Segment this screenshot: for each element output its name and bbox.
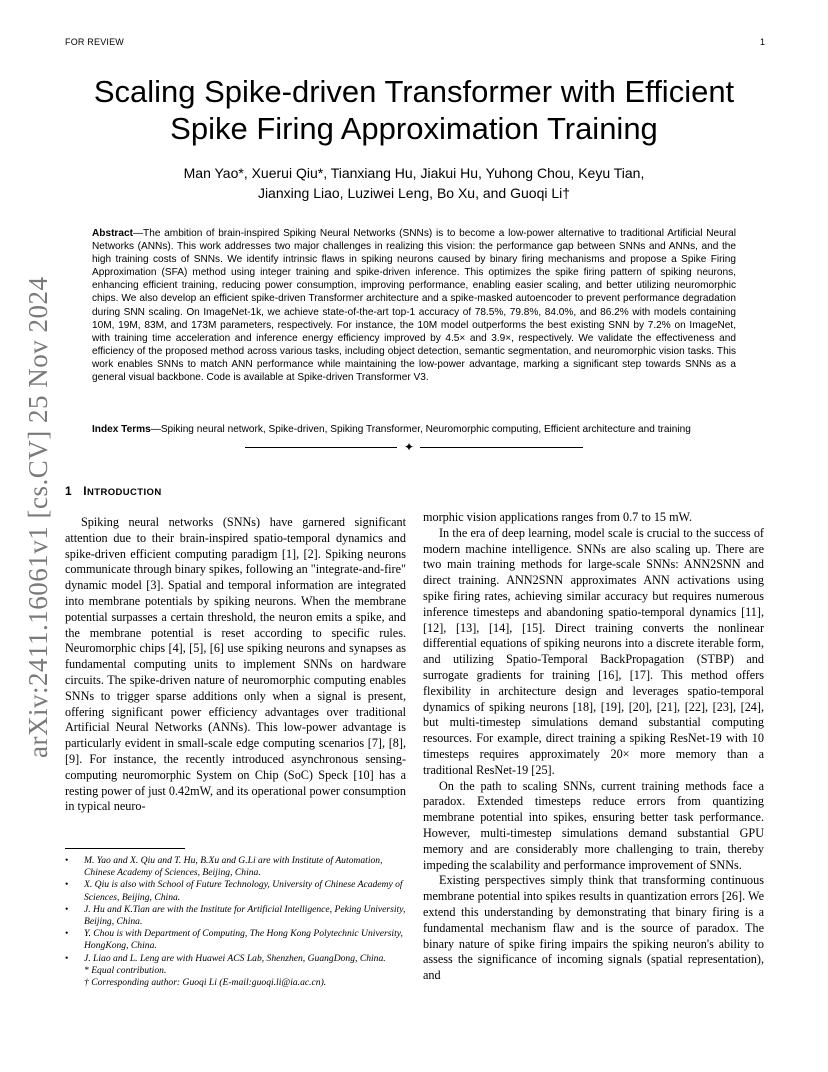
arxiv-side-label: arXiv:2411.16061v1 [cs.CV] 25 Nov 2024 — [23, 276, 53, 758]
authors-line-2: Jianxing Liao, Luziwei Leng, Bo Xu, and Guoqi Li† — [257, 185, 571, 201]
footnote-rule — [65, 848, 185, 849]
paper-title — [0, 73, 828, 147]
footnote: • X. Qiu is also with School of Future Technology, University of Chinese Academy of Sciences, Beijing, China. — [65, 879, 403, 903]
title-line-1: Scaling Spike-driven Transformer with Efficient — [93, 74, 735, 109]
section-number: 1 — [65, 484, 73, 498]
page-number: 1 — [759, 37, 765, 47]
section-heading — [65, 484, 162, 498]
footnote: • J. Hu and K.Tian are with the Institute for Artificial Intelligence, Peking University, Beijing, China. — [65, 903, 406, 928]
abstract — [92, 227, 736, 384]
section-first-letter: I — [83, 484, 88, 498]
divider-star-icon: ✦ — [404, 440, 415, 454]
title-line-2: Spike Firing Approximation Training — [170, 111, 658, 146]
abstract-text: —The ambition of brain-inspired Spiking Neural Networks (SNNs) is to become a low-power alternative to traditional Artificial Neural Networks (ANNs). This work addresses two major challenges in realizing this vision: the performance gap between SNNs and ANNs, and the high training costs of SNNs. We identify intrinsic flaws in spiking neurons caused by binary firing mechanisms and propose a Spike Firing Approximation (SFA) method using integer training and spike-driven inference. This optimizes the spike firing pattern of spiking neurons, enhancing efficient training, reducing power consumption, improving performance, enabling easier scaling, and better utilizing neuromorphic chips. We also develop an efficient spike-driven Transformer architecture and a spike-masked autoencoder to prevent performance degradation during SNN scaling. On ImageNet-1k, we achieve state-of-the-art top-1 accuracy of 78.5%, 79.8%, 84.0%, and 86.2% with models containing 10M, 19M, 83M, and 173M parameters, respectively. For instance, the 10M model outperforms the best existing SNN by 7.2% on ImageNet, with training time acceleration and inference energy efficiency improved by 4.5× and 3.9×, respectively. We validate the effectiveness and efficiency of the proposed method across various tasks, including object detection, semantic segmentation, and neuromorphic vision tasks. This work enables SNNs to match ANN performance while maintaining the low-power advantage, marking a significant step towards SNNs as a general visual backbone. Code is available at Spike-driven Transformer V3. — [92, 228, 736, 384]
footnote-equal-contribution: * Equal contribution. — [84, 964, 167, 976]
footnotes — [65, 855, 407, 989]
authors-line-1: Man Yao*, Xuerui Qiu*, Tianxiang Hu, Jiakui Hu, Yuhong Chou, Keyu Tian, — [183, 165, 645, 181]
intro-paragraph-4: Existing perspectives simply think that transforming continuous membrane potential into spikes results in quantization errors [26]. We extend this understanding by demonstrating that binary firing is a fundamental mechanism flaw and is the source of paradox. The binary nature of spike firing impairs the spiking neuron's ability to assess the significance of incoming signals (spatial representation), and — [423, 873, 764, 983]
intro-paragraph-2: In the era of deep learning, model scale is crucial to the success of modern machine intelligence. SNNs are also scaling up. There are two main training methods for large-scale SNNs: ANN2SNN and direct training. ANN2SNN approximates ANN activations using spike firing rates, achieving similar accuracy but requires numerous inference timesteps and abandoning spatio-temporal dynamics [11], [12], [13], [14], [15]. Direct training converts the nonlinear differential equations of spiking neurons into a discrete iterable form, and utilizing Spatio-Temporal BackPropagation (STBP) and surrogate gradients for training [16], [17]. This method offers flexibility in architecture design and leverages spatio-temporal dynamics of spiking neurons [18], [19], [20], [21], [22], [23], [24], but multi-timestep simulations demand substantial computing resources. For example, direct training a spiking ResNet-19 with 10 timesteps requires approximately 20× more memory than a traditional ResNet-19 [25]. — [423, 525, 764, 777]
footnote: • J. Liao and L. Leng are with Huawei ACS Lab, Shenzhen, GuangDong, China. — [65, 952, 386, 964]
index-terms — [92, 423, 736, 436]
divider-right — [420, 447, 583, 448]
intro-paragraph-3: On the path to scaling SNNs, current training methods face a paradox. Extended timesteps reduce errors from quantizing membrane potential into spikes, ensuring better task performance. However, multi-timestep simulations demand substantial GPU memory and are considerably more challenging to train, thereby impeding the scalability and performance improvement of SNNs. — [423, 778, 764, 872]
running-header: FOR REVIEW — [65, 37, 125, 47]
section-title-rest: NTRODUCTION — [87, 487, 162, 498]
footnote: • M. Yao and X. Qiu and T. Hu, B.Xu and G.Li are with Institute of Automation, Chinese Academy of Sciences, Beijing, China. — [65, 855, 383, 879]
index-terms-text: —Spiking neural network, Spike-driven, Spiking Transformer, Neuromorphic computing, Efficient architecture and training — [150, 424, 691, 435]
divider-left — [245, 447, 397, 448]
abstract-label: Abstract — [92, 228, 133, 239]
footnote: • Y. Chou is with Department of Computing, The Hong Kong Polytechnic University, HongKong, China. — [65, 928, 403, 952]
author-list — [120, 163, 708, 203]
intro-paragraph-1: Spiking neural networks (SNNs) have garnered significant attention due to their brain-inspired spatio-temporal dynamics and spike-driven efficient computing paradigm [1], [2]. Spiking neurons communicate through binary spikes, following an "integrate-and-fire" dynamic model [3]. Spatial and temporal information are integrated into membrane potentials by spiking neurons. When the membrane potential surpasses a certain threshold, the neuron emits a spike, and the membrane potential is reset according to specific rules. Neuromorphic chips [4], [5], [6] use spiking neurons and synapses as fundamental computing units to implement SNNs on hardware circuits. The spike-driven nature of neuromorphic computing enables SNNs to trigger sparse additions only when a signal is present, offering significant power efficiency advantages over traditional Artificial Neural Networks (ANNs). This low-power advantage is particularly evident in small-scale edge computing scenarios [7], [8], [9]. For instance, the recently introduced asynchronous sensing-computing neuromorphic System on Chip (SoC) Speck [10] has a resting power of just 0.42mW, and its operational power consumption in typical neuro- — [65, 515, 406, 814]
index-terms-label: Index Terms — [92, 424, 151, 435]
left-column — [65, 515, 406, 815]
intro-paragraph-continued: morphic vision applications ranges from 0.7 to 15 mW. — [423, 510, 692, 524]
right-column — [423, 510, 764, 984]
footnote-corresponding-author: † Corresponding author: Guoqi Li (E-mail:guoqi.li@ia.ac.cn). — [84, 977, 327, 989]
